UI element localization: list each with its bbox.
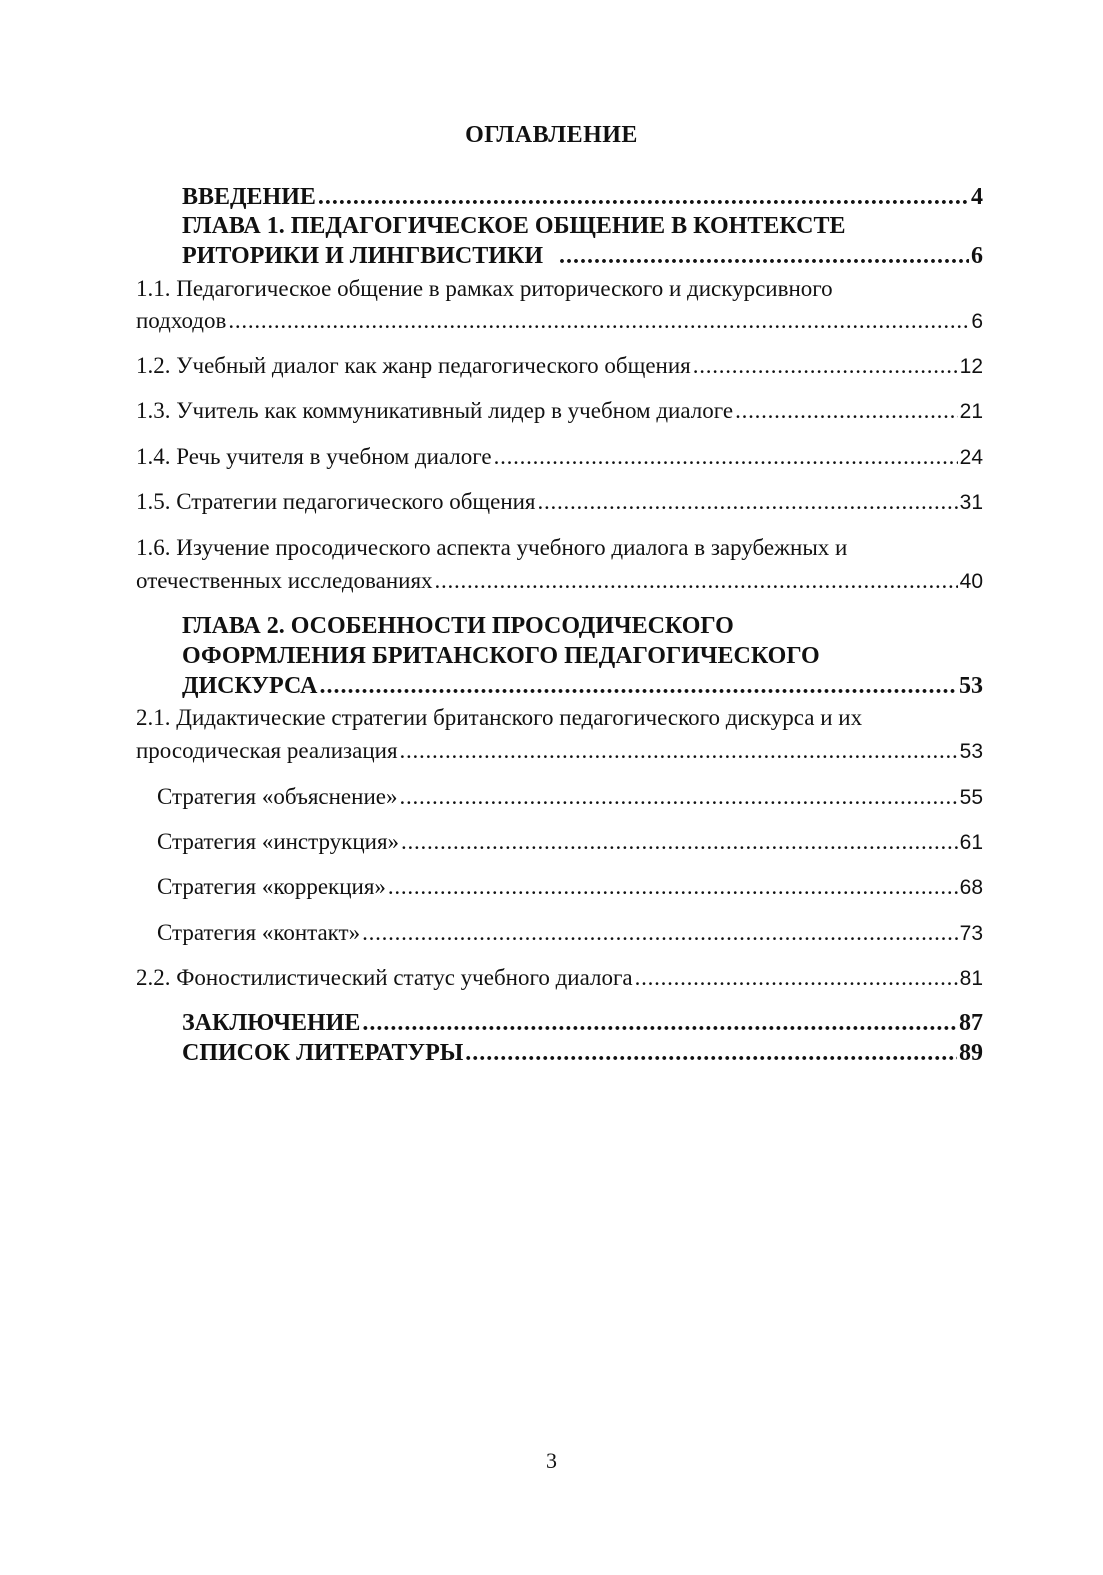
dot-leader [635,965,958,991]
toc-entry-references[interactable] [182,1040,983,1067]
toc-section-2-1-line-1[interactable]: 2.1. Дидактические стратегии британского педагогического дискурса и их [136,705,863,730]
toc-chapter-2-line-2[interactable]: ОФОРМЛЕНИЯ БРИТАНСКОГО ПЕДАГОГИЧЕСКОГО [182,643,820,669]
toc-entry-chapter-2[interactable] [182,673,983,700]
toc-entry-label: ВВЕДЕНИЕ [182,184,316,210]
dot-leader [388,874,958,900]
dot-leader [435,568,958,594]
toc-entry-label: ЗАКЛЮЧЕНИЕ [182,1010,361,1036]
page-number: 3 [546,1448,557,1473]
dot-leader [318,184,969,211]
dot-leader [494,444,958,470]
page-title: ОГЛАВЛЕНИЕ [465,122,638,148]
dot-leader [228,308,969,334]
dot-leader [400,738,958,764]
dot-leader [735,398,958,424]
toc-entry-page: 31 [959,491,983,514]
toc-entry-page: 87 [959,1010,983,1036]
dot-leader [401,829,958,855]
toc-entry-label: 2.2. Фоностилистический статус учебного диалога [136,965,633,990]
toc-entry-label: подходов [136,308,227,333]
toc-entry-page: 24 [959,446,983,469]
toc-chapter-2-line-1[interactable]: ГЛАВА 2. ОСОБЕННОСТИ ПРОСОДИЧЕСКОГО [182,613,734,639]
dot-leader [362,920,958,946]
toc-entry-strategy-correction[interactable] [157,874,983,900]
toc-entry-label: Стратегия «объяснение» [157,784,398,809]
toc-entry-section-1-4[interactable] [136,444,983,470]
toc-entry-page: 21 [959,400,983,423]
toc-entry-section-1-6[interactable] [136,568,983,594]
toc-entry-label: ДИСКУРСА [182,673,318,699]
dot-leader [693,353,958,379]
dot-leader [399,784,957,810]
toc-entry-page: 73 [959,922,983,945]
toc-entry-strategy-contact[interactable] [157,920,983,946]
toc-entry-label: Стратегия «контакт» [157,920,361,945]
toc-chapter-1-line-1[interactable]: ГЛАВА 1. ПЕДАГОГИЧЕСКОЕ ОБЩЕНИЕ В КОНТЕКСТЕ [182,213,846,239]
toc-entry-label: СПИСОК ЛИТЕРАТУРЫ [182,1040,464,1066]
toc-entry-label: Стратегия «инструкция» [157,829,400,854]
toc-entry-label: 1.5. Стратегии педагогического общения [136,489,536,514]
toc-entry-section-2-2[interactable] [136,965,983,991]
toc-entry-label: просодическая реализация [136,738,398,763]
dot-leader [319,673,957,700]
toc-entry-page: 6 [971,310,983,333]
toc-entry-page: 89 [959,1040,983,1066]
toc-entry-label: отечественных исследованиях [136,568,433,593]
dot-leader [538,489,958,515]
toc-entry-section-1-2[interactable] [136,353,983,379]
toc-entry-page: 53 [959,740,983,763]
toc-entry-section-2-1[interactable] [136,738,983,764]
toc-entry-label: Стратегия «коррекция» [157,874,386,899]
dot-leader [559,243,969,270]
dot-leader [362,1010,957,1037]
toc-entry-section-1-3[interactable] [136,398,983,424]
toc-entry-section-1-5[interactable] [136,489,983,515]
toc-entry-strategy-instruction[interactable] [157,829,983,855]
toc-entry-page: 61 [959,831,983,854]
dot-leader [465,1040,957,1067]
toc-entry-chapter-1[interactable] [182,243,983,270]
toc-entry-page: 53 [959,673,983,699]
toc-entry-label: РИТОРИКИ И ЛИНГВИСТИКИ [182,243,543,269]
toc-entry-page: 12 [959,355,983,378]
toc-entry-page: 68 [959,876,983,899]
toc-entry-label: 1.3. Учитель как коммуникативный лидер в учебном диалоге [136,398,734,423]
toc-entry-intro[interactable] [182,184,983,211]
toc-entry-label: 1.4. Речь учителя в учебном диалоге [136,444,492,469]
toc-entry-page: 81 [959,967,983,990]
toc-entry-page: 6 [971,243,983,269]
toc-entry-page: 40 [959,570,983,593]
toc-entry-page: 4 [971,184,983,210]
toc-entry-page: 55 [959,786,983,809]
toc-entry-conclusion[interactable] [182,1010,983,1037]
toc-entry-section-1-1[interactable] [136,308,983,334]
toc-section-1-1-line-1[interactable]: 1.1. Педагогическое общение в рамках риторического и дискурсивного [136,276,833,301]
toc-section-1-6-line-1[interactable]: 1.6. Изучение просодического аспекта учебного диалога в зарубежных и [136,535,848,560]
toc-entry-strategy-explanation[interactable] [157,784,983,810]
toc-entry-label: 1.2. Учебный диалог как жанр педагогического общения [136,353,691,378]
